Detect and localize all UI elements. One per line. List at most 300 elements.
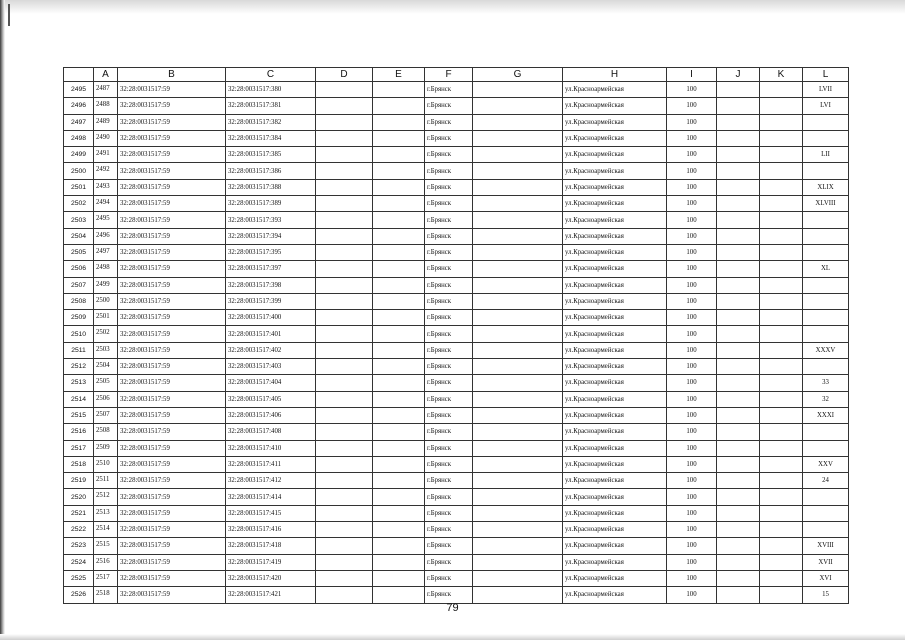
cell-f: г.Брянск bbox=[425, 570, 473, 586]
row-number: 2500 bbox=[64, 163, 94, 179]
cell-e bbox=[373, 130, 425, 146]
cell-e bbox=[373, 570, 425, 586]
cell-g bbox=[473, 473, 563, 489]
cell-g bbox=[473, 489, 563, 505]
cell-h: ул.Красноармейская bbox=[563, 114, 667, 130]
column-header-k: K bbox=[760, 68, 803, 82]
cell-c: 32:28:0031517:398 bbox=[226, 277, 316, 293]
cell-l: 32 bbox=[803, 391, 849, 407]
cell-k bbox=[760, 391, 803, 407]
cell-e bbox=[373, 163, 425, 179]
cell-i: 100 bbox=[667, 473, 717, 489]
cell-j bbox=[717, 82, 760, 98]
cell-e bbox=[373, 587, 425, 603]
cell-i: 100 bbox=[667, 130, 717, 146]
cell-k bbox=[760, 554, 803, 570]
cell-c: 32:28:0031517:401 bbox=[226, 326, 316, 342]
cell-g bbox=[473, 98, 563, 114]
cell-f: г.Брянск bbox=[425, 473, 473, 489]
cell-a: 2495 bbox=[94, 212, 118, 228]
cell-c: 32:28:0031517:405 bbox=[226, 391, 316, 407]
table-row bbox=[64, 82, 849, 98]
cell-d bbox=[316, 342, 373, 358]
cell-b: 32:28:0031517:59 bbox=[118, 130, 226, 146]
row-number: 2516 bbox=[64, 424, 94, 440]
cell-j bbox=[717, 147, 760, 163]
cell-c: 32:28:0031517:381 bbox=[226, 98, 316, 114]
cell-l bbox=[803, 424, 849, 440]
cell-j bbox=[717, 407, 760, 423]
cell-b: 32:28:0031517:59 bbox=[118, 147, 226, 163]
cell-b: 32:28:0031517:59 bbox=[118, 538, 226, 554]
row-number: 2495 bbox=[64, 82, 94, 98]
cell-b: 32:28:0031517:59 bbox=[118, 554, 226, 570]
cell-l: XVII bbox=[803, 554, 849, 570]
cell-l: LVI bbox=[803, 98, 849, 114]
table-row bbox=[64, 326, 849, 342]
cell-i: 100 bbox=[667, 212, 717, 228]
cell-k bbox=[760, 261, 803, 277]
cell-d bbox=[316, 424, 373, 440]
table-row bbox=[64, 277, 849, 293]
cell-k bbox=[760, 522, 803, 538]
row-number: 2510 bbox=[64, 326, 94, 342]
cell-b: 32:28:0031517:59 bbox=[118, 163, 226, 179]
cell-g bbox=[473, 310, 563, 326]
cell-b: 32:28:0031517:59 bbox=[118, 391, 226, 407]
cell-f: г.Брянск bbox=[425, 489, 473, 505]
cell-k bbox=[760, 375, 803, 391]
cell-d bbox=[316, 522, 373, 538]
row-number: 2515 bbox=[64, 407, 94, 423]
cell-l bbox=[803, 489, 849, 505]
cell-l bbox=[803, 212, 849, 228]
cell-h: ул.Красноармейская bbox=[563, 179, 667, 195]
cell-f: г.Брянск bbox=[425, 212, 473, 228]
cell-g bbox=[473, 587, 563, 603]
cell-b: 32:28:0031517:59 bbox=[118, 375, 226, 391]
cell-h: ул.Красноармейская bbox=[563, 82, 667, 98]
cell-a: 2487 bbox=[94, 82, 118, 98]
cell-e bbox=[373, 114, 425, 130]
cell-l: XVIII bbox=[803, 538, 849, 554]
cell-j bbox=[717, 359, 760, 375]
cell-i: 100 bbox=[667, 570, 717, 586]
cell-f: г.Брянск bbox=[425, 538, 473, 554]
cell-h: ул.Красноармейская bbox=[563, 163, 667, 179]
cell-i: 100 bbox=[667, 456, 717, 472]
cell-k bbox=[760, 163, 803, 179]
table-row bbox=[64, 359, 849, 375]
cell-d bbox=[316, 277, 373, 293]
cell-l: LII bbox=[803, 147, 849, 163]
cell-e bbox=[373, 424, 425, 440]
cell-k bbox=[760, 326, 803, 342]
cell-j bbox=[717, 244, 760, 260]
cell-l bbox=[803, 130, 849, 146]
column-header-b: B bbox=[118, 68, 226, 82]
cell-a: 2505 bbox=[94, 375, 118, 391]
cell-c: 32:28:0031517:410 bbox=[226, 440, 316, 456]
cell-c: 32:28:0031517:418 bbox=[226, 538, 316, 554]
table-row bbox=[64, 424, 849, 440]
table-row bbox=[64, 310, 849, 326]
cell-c: 32:28:0031517:399 bbox=[226, 293, 316, 309]
column-header-i: I bbox=[667, 68, 717, 82]
cell-l: XLVIII bbox=[803, 196, 849, 212]
cell-d bbox=[316, 244, 373, 260]
row-number: 2502 bbox=[64, 196, 94, 212]
cell-i: 100 bbox=[667, 196, 717, 212]
cell-a: 2512 bbox=[94, 489, 118, 505]
cell-l bbox=[803, 522, 849, 538]
cell-a: 2492 bbox=[94, 163, 118, 179]
cell-h: ул.Красноармейская bbox=[563, 326, 667, 342]
cell-i: 100 bbox=[667, 228, 717, 244]
table-row bbox=[64, 293, 849, 309]
cell-g bbox=[473, 130, 563, 146]
cell-b: 32:28:0031517:59 bbox=[118, 212, 226, 228]
cell-e bbox=[373, 147, 425, 163]
cell-b: 32:28:0031517:59 bbox=[118, 196, 226, 212]
cell-f: г.Брянск bbox=[425, 391, 473, 407]
cell-e bbox=[373, 179, 425, 195]
cell-i: 100 bbox=[667, 375, 717, 391]
cell-g bbox=[473, 244, 563, 260]
cell-c: 32:28:0031517:408 bbox=[226, 424, 316, 440]
cell-h: ул.Красноармейская bbox=[563, 522, 667, 538]
cell-f: г.Брянск bbox=[425, 359, 473, 375]
row-number: 2519 bbox=[64, 473, 94, 489]
cell-j bbox=[717, 554, 760, 570]
cell-h: ул.Красноармейская bbox=[563, 196, 667, 212]
cell-g bbox=[473, 179, 563, 195]
cell-l bbox=[803, 114, 849, 130]
cell-h: ул.Красноармейская bbox=[563, 98, 667, 114]
cell-g bbox=[473, 407, 563, 423]
cell-l bbox=[803, 440, 849, 456]
cell-a: 2513 bbox=[94, 505, 118, 521]
cell-c: 32:28:0031517:403 bbox=[226, 359, 316, 375]
row-number: 2521 bbox=[64, 505, 94, 521]
cell-b: 32:28:0031517:59 bbox=[118, 359, 226, 375]
cell-a: 2508 bbox=[94, 424, 118, 440]
cell-f: г.Брянск bbox=[425, 456, 473, 472]
cell-b: 32:28:0031517:59 bbox=[118, 587, 226, 603]
row-number: 2508 bbox=[64, 293, 94, 309]
cell-d bbox=[316, 326, 373, 342]
cell-g bbox=[473, 228, 563, 244]
cell-e bbox=[373, 522, 425, 538]
cell-f: г.Брянск bbox=[425, 554, 473, 570]
cell-d bbox=[316, 163, 373, 179]
cell-a: 2499 bbox=[94, 277, 118, 293]
cell-g bbox=[473, 440, 563, 456]
cell-l: 24 bbox=[803, 473, 849, 489]
cell-i: 100 bbox=[667, 244, 717, 260]
row-number: 2525 bbox=[64, 570, 94, 586]
cell-e bbox=[373, 310, 425, 326]
cell-l: XVI bbox=[803, 570, 849, 586]
row-number: 2524 bbox=[64, 554, 94, 570]
cell-i: 100 bbox=[667, 98, 717, 114]
cell-a: 2504 bbox=[94, 359, 118, 375]
cell-b: 32:28:0031517:59 bbox=[118, 82, 226, 98]
row-number: 2499 bbox=[64, 147, 94, 163]
cell-f: г.Брянск bbox=[425, 179, 473, 195]
cell-j bbox=[717, 424, 760, 440]
cell-a: 2498 bbox=[94, 261, 118, 277]
cell-f: г.Брянск bbox=[425, 98, 473, 114]
cell-e bbox=[373, 489, 425, 505]
cell-f: г.Брянск bbox=[425, 375, 473, 391]
cell-i: 100 bbox=[667, 342, 717, 358]
row-number: 2496 bbox=[64, 98, 94, 114]
cell-a: 2514 bbox=[94, 522, 118, 538]
row-number: 2503 bbox=[64, 212, 94, 228]
cell-j bbox=[717, 570, 760, 586]
table-row bbox=[64, 228, 849, 244]
cell-c: 32:28:0031517:395 bbox=[226, 244, 316, 260]
column-header-d: D bbox=[316, 68, 373, 82]
row-number: 2517 bbox=[64, 440, 94, 456]
cell-l: XXXI bbox=[803, 407, 849, 423]
cell-j bbox=[717, 456, 760, 472]
cell-i: 100 bbox=[667, 359, 717, 375]
cell-g bbox=[473, 196, 563, 212]
cell-c: 32:28:0031517:393 bbox=[226, 212, 316, 228]
cell-g bbox=[473, 456, 563, 472]
page-number: 79 bbox=[446, 602, 459, 614]
cell-f: г.Брянск bbox=[425, 130, 473, 146]
cell-g bbox=[473, 375, 563, 391]
cell-b: 32:28:0031517:59 bbox=[118, 277, 226, 293]
cell-d bbox=[316, 293, 373, 309]
cell-l bbox=[803, 293, 849, 309]
cell-b: 32:28:0031517:59 bbox=[118, 522, 226, 538]
cell-a: 2489 bbox=[94, 114, 118, 130]
cell-l bbox=[803, 228, 849, 244]
cell-i: 100 bbox=[667, 522, 717, 538]
cell-j bbox=[717, 326, 760, 342]
cell-b: 32:28:0031517:59 bbox=[118, 98, 226, 114]
cell-k bbox=[760, 359, 803, 375]
row-number: 2526 bbox=[64, 587, 94, 603]
cell-l: XL bbox=[803, 261, 849, 277]
cell-i: 100 bbox=[667, 489, 717, 505]
cell-i: 100 bbox=[667, 277, 717, 293]
cell-b: 32:28:0031517:59 bbox=[118, 228, 226, 244]
cell-k bbox=[760, 587, 803, 603]
column-header-c: C bbox=[226, 68, 316, 82]
cell-h: ул.Красноармейская bbox=[563, 375, 667, 391]
cell-h: ул.Красноармейская bbox=[563, 456, 667, 472]
cell-k bbox=[760, 473, 803, 489]
cell-k bbox=[760, 570, 803, 586]
row-number: 2514 bbox=[64, 391, 94, 407]
cell-d bbox=[316, 473, 373, 489]
cell-f: г.Брянск bbox=[425, 342, 473, 358]
cell-k bbox=[760, 489, 803, 505]
cell-j bbox=[717, 522, 760, 538]
cell-k bbox=[760, 424, 803, 440]
cell-h: ул.Красноармейская bbox=[563, 505, 667, 521]
cell-d bbox=[316, 554, 373, 570]
cell-f: г.Брянск bbox=[425, 114, 473, 130]
cell-c: 32:28:0031517:388 bbox=[226, 179, 316, 195]
cell-e bbox=[373, 228, 425, 244]
table-row bbox=[64, 456, 849, 472]
cell-h: ул.Красноармейская bbox=[563, 244, 667, 260]
cell-b: 32:28:0031517:59 bbox=[118, 179, 226, 195]
cell-i: 100 bbox=[667, 310, 717, 326]
cell-k bbox=[760, 114, 803, 130]
cell-l: LVII bbox=[803, 82, 849, 98]
table-row bbox=[64, 473, 849, 489]
table-row bbox=[64, 440, 849, 456]
cell-c: 32:28:0031517:384 bbox=[226, 130, 316, 146]
cell-a: 2518 bbox=[94, 587, 118, 603]
cell-j bbox=[717, 342, 760, 358]
cell-h: ул.Красноармейская bbox=[563, 359, 667, 375]
table-row bbox=[64, 212, 849, 228]
cell-g bbox=[473, 326, 563, 342]
cell-i: 100 bbox=[667, 391, 717, 407]
cell-k bbox=[760, 228, 803, 244]
cell-a: 2490 bbox=[94, 130, 118, 146]
cell-g bbox=[473, 522, 563, 538]
cell-d bbox=[316, 98, 373, 114]
cell-a: 2517 bbox=[94, 570, 118, 586]
cell-c: 32:28:0031517:382 bbox=[226, 114, 316, 130]
cell-a: 2493 bbox=[94, 179, 118, 195]
cell-b: 32:28:0031517:59 bbox=[118, 293, 226, 309]
table-row bbox=[64, 407, 849, 423]
cell-i: 100 bbox=[667, 261, 717, 277]
cell-a: 2497 bbox=[94, 244, 118, 260]
column-header-f: F bbox=[425, 68, 473, 82]
cell-j bbox=[717, 489, 760, 505]
cell-h: ул.Красноармейская bbox=[563, 424, 667, 440]
table-row bbox=[64, 570, 849, 586]
cell-f: г.Брянск bbox=[425, 310, 473, 326]
cell-d bbox=[316, 212, 373, 228]
cell-b: 32:28:0031517:59 bbox=[118, 310, 226, 326]
cell-f: г.Брянск bbox=[425, 293, 473, 309]
cell-f: г.Брянск bbox=[425, 522, 473, 538]
table-row bbox=[64, 522, 849, 538]
cell-e bbox=[373, 375, 425, 391]
table-row bbox=[64, 505, 849, 521]
cell-k bbox=[760, 440, 803, 456]
cell-k bbox=[760, 310, 803, 326]
cell-e bbox=[373, 391, 425, 407]
cell-g bbox=[473, 147, 563, 163]
column-header-j: J bbox=[717, 68, 760, 82]
cell-f: г.Брянск bbox=[425, 505, 473, 521]
row-number: 2506 bbox=[64, 261, 94, 277]
table-row bbox=[64, 98, 849, 114]
scan-shadow-left bbox=[0, 0, 5, 640]
cell-c: 32:28:0031517:380 bbox=[226, 82, 316, 98]
table-row bbox=[64, 375, 849, 391]
cell-i: 100 bbox=[667, 326, 717, 342]
cell-e bbox=[373, 261, 425, 277]
cell-h: ул.Красноармейская bbox=[563, 228, 667, 244]
cell-h: ул.Красноармейская bbox=[563, 570, 667, 586]
cell-h: ул.Красноармейская bbox=[563, 342, 667, 358]
cell-k bbox=[760, 98, 803, 114]
cell-g bbox=[473, 114, 563, 130]
cell-d bbox=[316, 147, 373, 163]
cell-d bbox=[316, 196, 373, 212]
table-row bbox=[64, 114, 849, 130]
cell-f: г.Брянск bbox=[425, 163, 473, 179]
cell-h: ул.Красноармейская bbox=[563, 538, 667, 554]
cell-g bbox=[473, 570, 563, 586]
cell-a: 2494 bbox=[94, 196, 118, 212]
scan-shadow-bottom bbox=[0, 634, 905, 640]
cell-j bbox=[717, 98, 760, 114]
cell-b: 32:28:0031517:59 bbox=[118, 489, 226, 505]
cell-g bbox=[473, 391, 563, 407]
cell-a: 2507 bbox=[94, 407, 118, 423]
cell-e bbox=[373, 244, 425, 260]
cell-b: 32:28:0031517:59 bbox=[118, 261, 226, 277]
cell-h: ул.Красноармейская bbox=[563, 587, 667, 603]
cell-l bbox=[803, 505, 849, 521]
column-header-l: L bbox=[803, 68, 849, 82]
cell-f: г.Брянск bbox=[425, 326, 473, 342]
cell-g bbox=[473, 261, 563, 277]
cell-h: ул.Красноармейская bbox=[563, 261, 667, 277]
cell-d bbox=[316, 407, 373, 423]
cell-j bbox=[717, 505, 760, 521]
cell-l: XXXV bbox=[803, 342, 849, 358]
cell-d bbox=[316, 130, 373, 146]
cell-b: 32:28:0031517:59 bbox=[118, 505, 226, 521]
cell-j bbox=[717, 310, 760, 326]
cell-i: 100 bbox=[667, 505, 717, 521]
table-row bbox=[64, 391, 849, 407]
cell-j bbox=[717, 212, 760, 228]
cell-j bbox=[717, 293, 760, 309]
cell-g bbox=[473, 538, 563, 554]
cell-g bbox=[473, 163, 563, 179]
cell-j bbox=[717, 277, 760, 293]
row-number: 2511 bbox=[64, 342, 94, 358]
column-header-a: A bbox=[94, 68, 118, 82]
cell-j bbox=[717, 261, 760, 277]
cell-d bbox=[316, 489, 373, 505]
cell-a: 2491 bbox=[94, 147, 118, 163]
scan-mark bbox=[8, 4, 10, 26]
cell-c: 32:28:0031517:415 bbox=[226, 505, 316, 521]
cell-a: 2501 bbox=[94, 310, 118, 326]
row-number: 2504 bbox=[64, 228, 94, 244]
row-number: 2522 bbox=[64, 522, 94, 538]
cell-h: ул.Красноармейская bbox=[563, 277, 667, 293]
cell-i: 100 bbox=[667, 179, 717, 195]
cell-a: 2500 bbox=[94, 293, 118, 309]
cell-g bbox=[473, 212, 563, 228]
cell-c: 32:28:0031517:414 bbox=[226, 489, 316, 505]
cell-e bbox=[373, 440, 425, 456]
cell-h: ул.Красноармейская bbox=[563, 554, 667, 570]
cell-b: 32:28:0031517:59 bbox=[118, 456, 226, 472]
cell-d bbox=[316, 228, 373, 244]
cell-k bbox=[760, 342, 803, 358]
